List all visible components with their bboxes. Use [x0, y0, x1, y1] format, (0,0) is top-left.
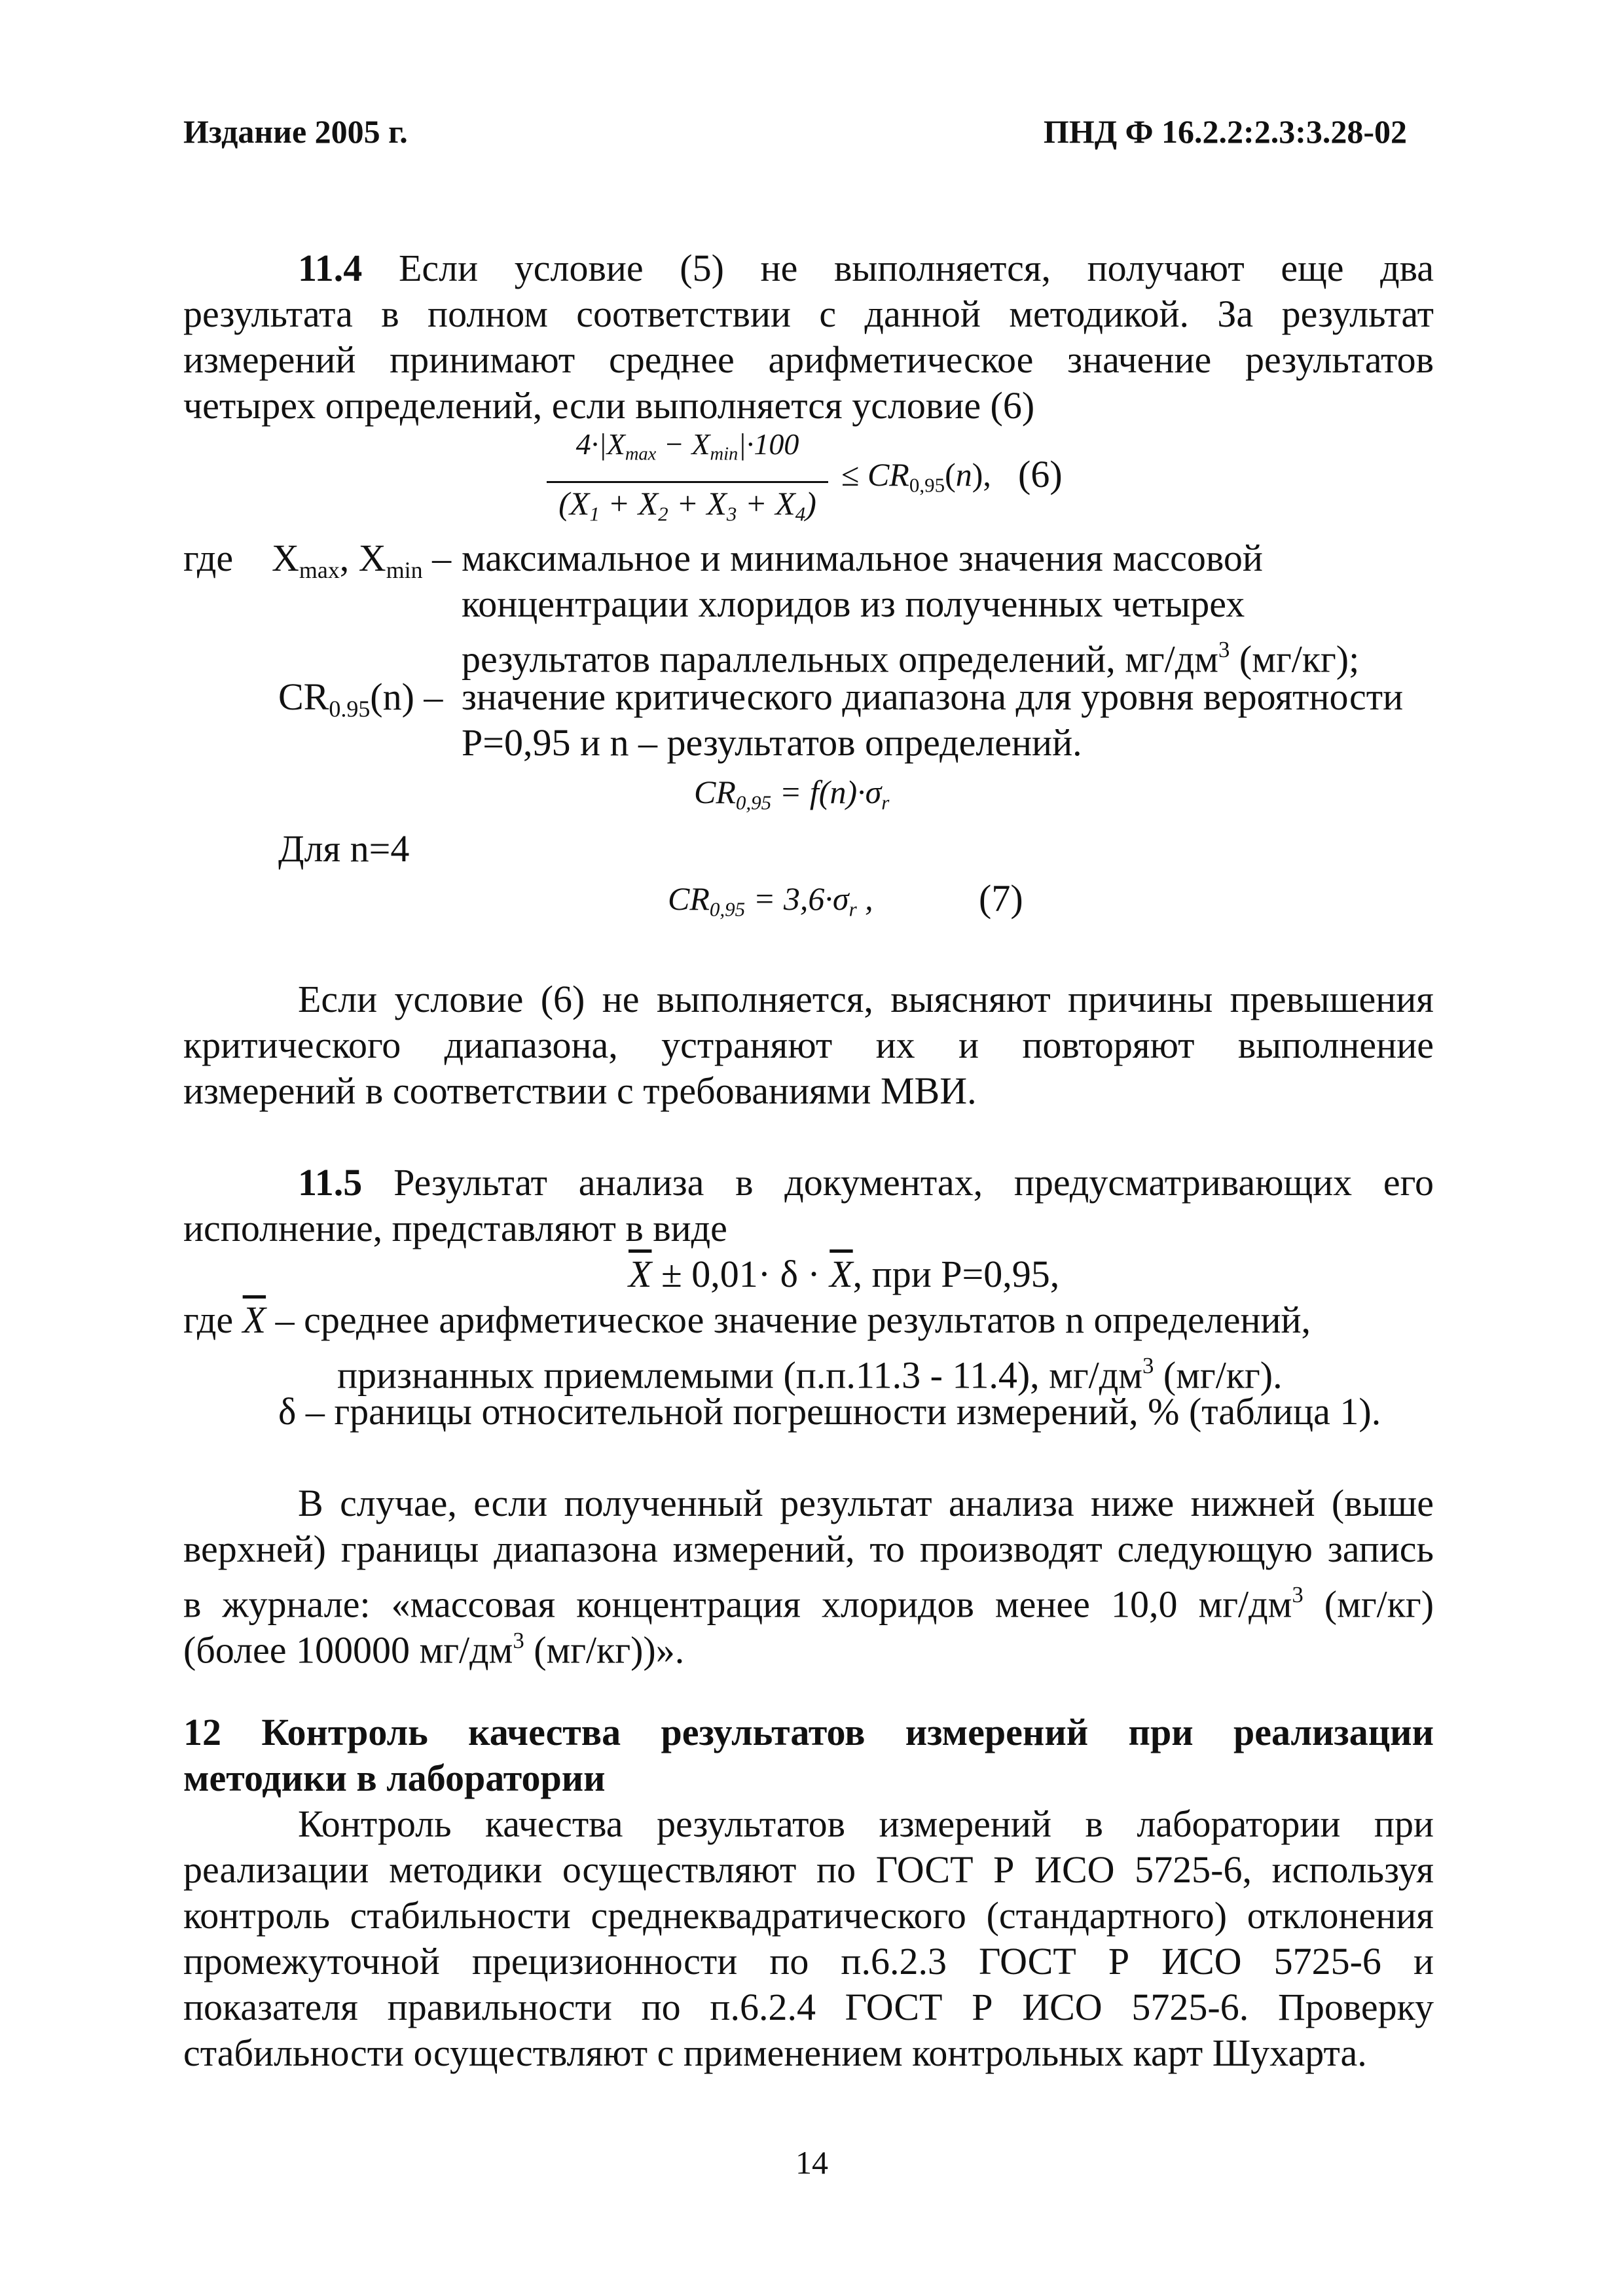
s11-4-line-1	[298, 245, 1434, 291]
s12-title-line-1: 12 Контроль качества результатов измерений при реализации	[183, 1711, 1434, 1753]
document-code: ПНД Ф 16.2.2:2.3:3.28-02	[1043, 113, 1407, 150]
s11-5-where-xbar: где $\overline{X}$ – среднее арифметическое значение результатов n определений,	[183, 1299, 1311, 1341]
s12-line-1: Контроль качества результатов измерений в лаборатории при	[298, 1803, 1434, 1845]
s11-4-line1-text: Если условие (5) не выполняется, получают еще два	[398, 247, 1434, 289]
p-case-line-2: верхней) границы диапазона измерений, то производят следующую запись	[183, 1528, 1434, 1570]
s11-4-line-3: измерений принимают среднее арифметическое значение результатов	[183, 338, 1434, 381]
s11-5-formula: $\overline{X} \pm 0,01\cdot \delta \cdot \overline{X}$, при P=0,95,	[629, 1253, 1060, 1295]
defs-xmax-line-2: концентрации хлоридов из полученных четырех	[462, 583, 1245, 625]
s11-4-line-2: результата в полном соответствии с данной методикой. За результат	[183, 293, 1434, 335]
formula7-expr: $CR_{0,95} = 3,6\cdot\sigma_r$ ,	[668, 880, 873, 921]
s12-line-4: промежуточной прецизионности по п.6.2.3 ГОСТ Р ИСО 5725-6 и	[183, 1940, 1434, 1982]
defs-xmax-line-1: максимальное и минимальное значения массовой	[462, 537, 1263, 579]
defs-cr-term: $CR_{0.95}(n)$ –	[278, 675, 443, 722]
formula6-denominator: $(X_1 + X_2 + X_3 + X_4)$	[558, 485, 816, 526]
s11-4-line-4: четырех определений, если выполняется условие (6)	[183, 384, 1035, 427]
s12-line-5: показателя правильности по п.6.2.4 ГОСТ Р ИСО 5725-6. Проверку	[183, 1986, 1434, 2028]
formula6-number: (6)	[1018, 453, 1063, 495]
formula-cr: $CR_{0,95} = f(n)\cdot\sigma_r$	[694, 774, 890, 814]
n4-label: Для n=4	[278, 827, 410, 870]
page-number: 14	[795, 2144, 828, 2181]
s11-5-delta: δ – границы относительной погрешности измерений, % (таблица 1).	[278, 1390, 1381, 1433]
p-if6-line-3: измерений в соответствии с требованиями МВИ.	[183, 1069, 977, 1112]
formula6-rhs: ≤ $CR_{0,95}(n)$,	[841, 456, 991, 497]
s12-line-6: стабильности осуществляют с применением контрольных карт Шухарта.	[183, 2032, 1367, 2074]
p-case-line-4: (более 100000 $мг/дм^3$ (мг/кг))».	[183, 1628, 685, 1672]
s12-line-3: контроль стабильности среднеквадратического (стандартного) отклонения	[183, 1894, 1434, 1937]
edition-label: Издание 2005 г.	[183, 113, 408, 150]
s11-5-number: 11.5	[298, 1161, 363, 1204]
s11-5-line1-text: Результат анализа в документах, предусматривающих его	[393, 1161, 1434, 1204]
s11-5-line-2: исполнение, представляют в виде	[183, 1207, 727, 1249]
p-case-line-3: в журнале: «массовая концентрация хлоридов менее 10,0 $мг/дм^3$ (мг/кг)	[183, 1582, 1434, 1626]
s11-5-line-1	[298, 1160, 1434, 1206]
p-if6-line-1: Если условие (6) не выполняется, выясняют причины превышения	[298, 978, 1434, 1020]
p-if6-line-2: критического диапазона, устраняют их и повторяют выполнение	[183, 1024, 1434, 1066]
defs-xmax-line-3: результатов параллельных определений, $мг/дм^3$ (мг/кг);	[462, 637, 1360, 681]
s11-4-number: 11.4	[298, 247, 363, 289]
defs-cr-line-2: P=0,95 и n – результатов определений.	[462, 721, 1082, 764]
s12-line-2: реализации методики осуществляют по ГОСТ Р ИСО 5725-6, используя	[183, 1848, 1434, 1891]
defs-xmax-xmin: $X_{max}$, $X_{min}$ –	[272, 537, 452, 583]
defs-where: где	[183, 537, 234, 579]
formula6-numerator: $4\cdot|X_{max} - X_{min}|\cdot 100$	[575, 427, 799, 465]
p-case-line-1: В случае, если полученный результат анализа ниже нижней (выше	[298, 1482, 1434, 1524]
formula6-fraction-line	[547, 481, 828, 483]
defs-cr-line-1: значение критического диапазона для уровня вероятности	[462, 675, 1404, 718]
s12-title-line-2: методики в лаборатории	[183, 1757, 606, 1799]
s11-5-xbar-line-2: признанных приемлемыми (п.п.11.3 - 11.4), $мг/дм^3$ (мг/кг).	[337, 1353, 1283, 1397]
formula7-number: (7)	[979, 877, 1023, 920]
